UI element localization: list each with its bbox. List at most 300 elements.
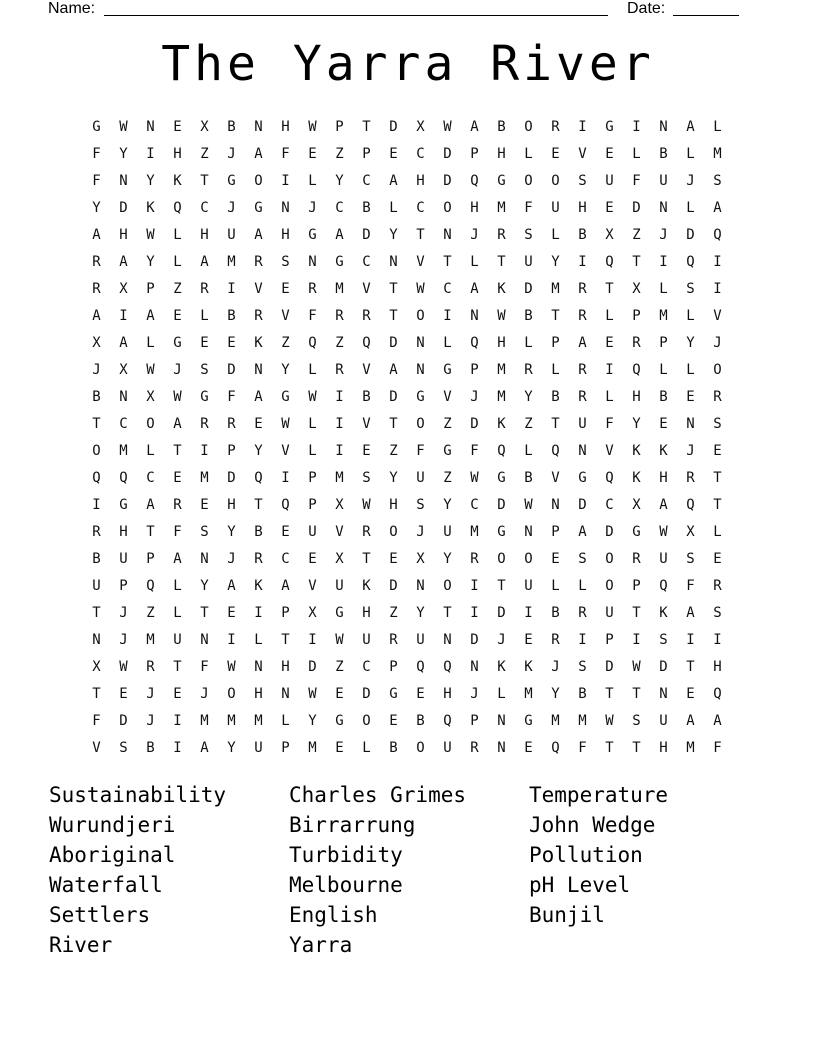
grid-cell[interactable]: S <box>659 631 668 648</box>
grid-cell[interactable]: O <box>362 712 371 729</box>
grid-cell[interactable]: U <box>416 631 425 648</box>
name-field-line[interactable] <box>104 15 608 16</box>
grid-cell[interactable]: H <box>389 496 398 513</box>
grid-cell[interactable]: J <box>227 145 236 162</box>
grid-cell[interactable]: B <box>92 550 101 567</box>
grid-cell[interactable]: B <box>551 388 560 405</box>
grid-cell[interactable]: V <box>551 469 560 486</box>
grid-cell[interactable]: P <box>308 469 317 486</box>
grid-cell[interactable]: Y <box>227 739 236 756</box>
grid-cell[interactable]: R <box>578 307 587 324</box>
grid-cell[interactable]: C <box>146 469 155 486</box>
grid-cell[interactable]: S <box>686 550 695 567</box>
grid-cell[interactable]: T <box>146 523 155 540</box>
grid-cell[interactable]: P <box>389 658 398 675</box>
grid-cell[interactable]: Z <box>200 145 209 162</box>
grid-cell[interactable]: M <box>335 469 344 486</box>
grid-cell[interactable]: N <box>659 685 668 702</box>
grid-cell[interactable]: V <box>416 253 425 270</box>
grid-cell[interactable]: N <box>659 199 668 216</box>
grid-cell[interactable]: I <box>686 631 695 648</box>
grid-cell[interactable]: T <box>416 226 425 243</box>
grid-cell[interactable]: L <box>308 415 317 432</box>
grid-cell[interactable]: N <box>146 118 155 135</box>
grid-cell[interactable]: N <box>92 631 101 648</box>
grid-cell[interactable]: E <box>659 415 668 432</box>
grid-cell[interactable]: B <box>362 388 371 405</box>
grid-cell[interactable]: U <box>551 199 560 216</box>
grid-cell[interactable]: T <box>200 604 209 621</box>
grid-cell[interactable]: R <box>551 118 560 135</box>
grid-cell[interactable]: A <box>92 226 101 243</box>
grid-cell[interactable]: E <box>524 631 533 648</box>
grid-cell[interactable]: H <box>497 145 506 162</box>
grid-cell[interactable]: D <box>443 145 452 162</box>
grid-cell[interactable]: C <box>470 496 479 513</box>
grid-cell[interactable]: L <box>659 280 668 297</box>
grid-cell[interactable]: M <box>146 631 155 648</box>
grid-cell[interactable]: C <box>200 199 209 216</box>
grid-cell[interactable]: D <box>389 334 398 351</box>
grid-cell[interactable]: L <box>200 307 209 324</box>
grid-cell[interactable]: O <box>92 442 101 459</box>
grid-cell[interactable]: A <box>659 496 668 513</box>
grid-cell[interactable]: W <box>497 307 506 324</box>
grid-cell[interactable]: I <box>470 604 479 621</box>
grid-cell[interactable]: R <box>200 280 209 297</box>
grid-cell[interactable]: T <box>632 739 641 756</box>
grid-cell[interactable]: R <box>578 388 587 405</box>
grid-cell[interactable]: K <box>632 442 641 459</box>
grid-cell[interactable]: L <box>713 523 722 540</box>
grid-cell[interactable]: D <box>497 496 506 513</box>
grid-cell[interactable]: L <box>524 442 533 459</box>
grid-cell[interactable]: L <box>308 442 317 459</box>
grid-cell[interactable]: D <box>470 631 479 648</box>
grid-cell[interactable]: X <box>632 280 641 297</box>
grid-cell[interactable]: R <box>92 253 101 270</box>
grid-cell[interactable]: L <box>173 604 182 621</box>
grid-cell[interactable]: G <box>443 361 452 378</box>
grid-cell[interactable]: T <box>713 469 722 486</box>
grid-cell[interactable]: Y <box>308 712 317 729</box>
grid-cell[interactable]: Z <box>173 280 182 297</box>
grid-cell[interactable]: D <box>605 523 614 540</box>
grid-cell[interactable]: U <box>416 469 425 486</box>
grid-cell[interactable]: O <box>605 550 614 567</box>
grid-cell[interactable]: U <box>524 577 533 594</box>
grid-cell[interactable]: G <box>119 496 128 513</box>
grid-cell[interactable]: K <box>497 280 506 297</box>
grid-cell[interactable]: R <box>551 631 560 648</box>
grid-cell[interactable]: B <box>551 604 560 621</box>
grid-cell[interactable]: A <box>578 334 587 351</box>
grid-cell[interactable]: Q <box>470 334 479 351</box>
grid-cell[interactable]: O <box>551 172 560 189</box>
grid-cell[interactable]: F <box>92 172 101 189</box>
grid-cell[interactable]: K <box>497 658 506 675</box>
grid-cell[interactable]: E <box>173 118 182 135</box>
grid-cell[interactable]: Q <box>470 172 479 189</box>
grid-cell[interactable]: Q <box>659 577 668 594</box>
grid-cell[interactable]: R <box>362 523 371 540</box>
grid-cell[interactable]: Q <box>146 577 155 594</box>
grid-cell[interactable]: G <box>497 523 506 540</box>
grid-cell[interactable]: U <box>308 523 317 540</box>
grid-cell[interactable]: X <box>119 361 128 378</box>
grid-cell[interactable]: B <box>227 307 236 324</box>
grid-cell[interactable]: A <box>146 496 155 513</box>
grid-cell[interactable]: M <box>200 469 209 486</box>
grid-cell[interactable]: B <box>389 739 398 756</box>
grid-cell[interactable]: T <box>173 658 182 675</box>
grid-cell[interactable]: A <box>335 226 344 243</box>
grid-cell[interactable]: S <box>713 415 722 432</box>
grid-cell[interactable]: I <box>659 253 668 270</box>
grid-cell[interactable]: S <box>281 253 290 270</box>
grid-cell[interactable]: U <box>173 631 182 648</box>
grid-cell[interactable]: J <box>416 523 425 540</box>
grid-cell[interactable]: E <box>416 685 425 702</box>
grid-cell[interactable]: Q <box>416 658 425 675</box>
grid-cell[interactable]: F <box>308 307 317 324</box>
grid-cell[interactable]: B <box>254 523 263 540</box>
grid-cell[interactable]: F <box>200 658 209 675</box>
grid-cell[interactable]: R <box>470 550 479 567</box>
grid-cell[interactable]: X <box>308 604 317 621</box>
grid-cell[interactable]: A <box>146 307 155 324</box>
grid-cell[interactable]: I <box>524 604 533 621</box>
grid-cell[interactable]: F <box>686 577 695 594</box>
grid-cell[interactable]: G <box>92 118 101 135</box>
grid-cell[interactable]: L <box>470 253 479 270</box>
grid-cell[interactable]: H <box>416 172 425 189</box>
grid-cell[interactable]: T <box>497 577 506 594</box>
grid-cell[interactable]: R <box>578 280 587 297</box>
grid-cell[interactable]: W <box>146 226 155 243</box>
grid-cell[interactable]: X <box>686 523 695 540</box>
grid-cell[interactable]: L <box>551 577 560 594</box>
grid-cell[interactable]: I <box>632 118 641 135</box>
grid-cell[interactable]: U <box>659 172 668 189</box>
grid-cell[interactable]: I <box>173 712 182 729</box>
grid-cell[interactable]: F <box>173 523 182 540</box>
grid-cell[interactable]: M <box>254 712 263 729</box>
grid-cell[interactable]: T <box>497 253 506 270</box>
grid-cell[interactable]: G <box>605 118 614 135</box>
grid-cell[interactable]: J <box>227 550 236 567</box>
grid-cell[interactable]: T <box>632 685 641 702</box>
grid-cell[interactable]: Q <box>686 253 695 270</box>
grid-cell[interactable]: W <box>281 415 290 432</box>
grid-cell[interactable]: C <box>362 172 371 189</box>
grid-cell[interactable]: X <box>92 334 101 351</box>
grid-cell[interactable]: H <box>119 523 128 540</box>
grid-cell[interactable]: A <box>200 253 209 270</box>
grid-cell[interactable]: O <box>524 172 533 189</box>
grid-cell[interactable]: G <box>227 172 236 189</box>
grid-cell[interactable]: R <box>335 361 344 378</box>
grid-cell[interactable]: I <box>470 577 479 594</box>
grid-cell[interactable]: A <box>713 712 722 729</box>
grid-cell[interactable]: Y <box>200 577 209 594</box>
grid-cell[interactable]: L <box>362 739 371 756</box>
grid-cell[interactable]: E <box>551 145 560 162</box>
grid-cell[interactable]: O <box>605 577 614 594</box>
grid-cell[interactable]: G <box>254 199 263 216</box>
grid-cell[interactable]: J <box>308 199 317 216</box>
grid-cell[interactable]: A <box>119 253 128 270</box>
grid-cell[interactable]: D <box>119 199 128 216</box>
grid-cell[interactable]: Q <box>119 469 128 486</box>
grid-cell[interactable]: H <box>227 496 236 513</box>
grid-cell[interactable]: N <box>281 685 290 702</box>
grid-cell[interactable]: Y <box>281 361 290 378</box>
grid-cell[interactable]: E <box>200 334 209 351</box>
grid-cell[interactable]: P <box>146 280 155 297</box>
grid-cell[interactable]: E <box>713 550 722 567</box>
grid-cell[interactable]: N <box>200 550 209 567</box>
grid-cell[interactable]: L <box>686 199 695 216</box>
grid-cell[interactable]: R <box>173 496 182 513</box>
grid-cell[interactable]: A <box>578 523 587 540</box>
grid-cell[interactable]: D <box>389 577 398 594</box>
grid-cell[interactable]: A <box>470 118 479 135</box>
grid-cell[interactable]: O <box>416 415 425 432</box>
grid-cell[interactable]: B <box>524 469 533 486</box>
grid-cell[interactable]: Z <box>335 334 344 351</box>
grid-cell[interactable]: F <box>524 199 533 216</box>
grid-cell[interactable]: O <box>416 739 425 756</box>
grid-cell[interactable]: S <box>416 496 425 513</box>
grid-cell[interactable]: S <box>713 172 722 189</box>
grid-cell[interactable]: L <box>659 361 668 378</box>
grid-cell[interactable]: N <box>578 442 587 459</box>
grid-cell[interactable]: T <box>686 658 695 675</box>
grid-cell[interactable]: B <box>416 712 425 729</box>
grid-cell[interactable]: A <box>281 577 290 594</box>
grid-cell[interactable]: D <box>659 658 668 675</box>
grid-cell[interactable]: G <box>524 712 533 729</box>
grid-cell[interactable]: E <box>389 550 398 567</box>
grid-cell[interactable]: M <box>227 253 236 270</box>
grid-cell[interactable]: V <box>308 577 317 594</box>
grid-cell[interactable]: T <box>389 307 398 324</box>
grid-cell[interactable]: L <box>173 226 182 243</box>
grid-cell[interactable]: U <box>119 550 128 567</box>
grid-cell[interactable]: Z <box>335 145 344 162</box>
grid-cell[interactable]: U <box>335 577 344 594</box>
grid-cell[interactable]: E <box>173 469 182 486</box>
grid-cell[interactable]: N <box>254 361 263 378</box>
grid-cell[interactable]: T <box>443 604 452 621</box>
grid-cell[interactable]: C <box>281 550 290 567</box>
grid-cell[interactable]: I <box>281 469 290 486</box>
grid-cell[interactable]: E <box>173 307 182 324</box>
grid-cell[interactable]: R <box>227 415 236 432</box>
grid-cell[interactable]: V <box>254 280 263 297</box>
grid-cell[interactable]: T <box>632 253 641 270</box>
grid-cell[interactable]: L <box>443 334 452 351</box>
grid-cell[interactable]: P <box>470 145 479 162</box>
grid-cell[interactable]: P <box>605 631 614 648</box>
grid-cell[interactable]: N <box>443 631 452 648</box>
grid-cell[interactable]: V <box>443 388 452 405</box>
grid-cell[interactable]: P <box>659 334 668 351</box>
grid-cell[interactable]: G <box>389 685 398 702</box>
grid-cell[interactable]: S <box>119 739 128 756</box>
grid-cell[interactable]: B <box>497 118 506 135</box>
grid-cell[interactable]: J <box>200 685 209 702</box>
grid-cell[interactable]: X <box>146 388 155 405</box>
grid-cell[interactable]: T <box>281 631 290 648</box>
grid-cell[interactable]: E <box>605 199 614 216</box>
grid-cell[interactable]: R <box>335 307 344 324</box>
grid-cell[interactable]: U <box>254 739 263 756</box>
grid-cell[interactable]: J <box>686 442 695 459</box>
grid-cell[interactable]: B <box>362 199 371 216</box>
grid-cell[interactable]: W <box>416 280 425 297</box>
grid-cell[interactable]: Y <box>146 253 155 270</box>
grid-cell[interactable]: H <box>470 199 479 216</box>
grid-cell[interactable]: V <box>335 523 344 540</box>
grid-cell[interactable]: J <box>470 226 479 243</box>
grid-cell[interactable]: I <box>200 442 209 459</box>
grid-cell[interactable]: D <box>605 658 614 675</box>
grid-cell[interactable]: B <box>578 685 587 702</box>
grid-cell[interactable]: M <box>119 442 128 459</box>
grid-cell[interactable]: E <box>389 145 398 162</box>
grid-cell[interactable]: W <box>173 388 182 405</box>
grid-cell[interactable]: G <box>335 712 344 729</box>
grid-cell[interactable]: P <box>227 442 236 459</box>
date-field-line[interactable] <box>673 15 739 16</box>
grid-cell[interactable]: Q <box>713 226 722 243</box>
grid-cell[interactable]: L <box>686 361 695 378</box>
grid-cell[interactable]: Q <box>254 469 263 486</box>
grid-cell[interactable]: M <box>200 712 209 729</box>
grid-cell[interactable]: R <box>254 550 263 567</box>
grid-cell[interactable]: K <box>146 199 155 216</box>
grid-cell[interactable]: G <box>497 469 506 486</box>
grid-cell[interactable]: M <box>686 739 695 756</box>
grid-cell[interactable]: I <box>578 118 587 135</box>
grid-cell[interactable]: Y <box>632 415 641 432</box>
grid-cell[interactable]: O <box>524 118 533 135</box>
grid-cell[interactable]: T <box>551 415 560 432</box>
grid-cell[interactable]: Q <box>686 496 695 513</box>
grid-cell[interactable]: J <box>713 334 722 351</box>
grid-cell[interactable]: C <box>605 496 614 513</box>
grid-cell[interactable]: T <box>551 307 560 324</box>
grid-cell[interactable]: X <box>416 550 425 567</box>
grid-cell[interactable]: I <box>713 280 722 297</box>
grid-cell[interactable]: H <box>119 226 128 243</box>
grid-cell[interactable]: S <box>524 226 533 243</box>
grid-cell[interactable]: H <box>254 685 263 702</box>
grid-cell[interactable]: H <box>173 145 182 162</box>
grid-cell[interactable]: Y <box>254 442 263 459</box>
grid-cell[interactable]: J <box>173 361 182 378</box>
grid-cell[interactable]: Q <box>308 334 317 351</box>
grid-cell[interactable]: W <box>443 118 452 135</box>
grid-cell[interactable]: P <box>551 334 560 351</box>
grid-cell[interactable]: F <box>578 739 587 756</box>
grid-cell[interactable]: P <box>146 550 155 567</box>
grid-cell[interactable]: K <box>524 658 533 675</box>
grid-cell[interactable]: P <box>281 739 290 756</box>
grid-cell[interactable]: B <box>524 307 533 324</box>
grid-cell[interactable]: O <box>227 685 236 702</box>
grid-cell[interactable]: H <box>281 658 290 675</box>
grid-cell[interactable]: T <box>92 415 101 432</box>
grid-cell[interactable]: L <box>254 631 263 648</box>
grid-cell[interactable]: I <box>335 442 344 459</box>
grid-cell[interactable]: O <box>713 361 722 378</box>
grid-cell[interactable]: H <box>497 334 506 351</box>
grid-cell[interactable]: T <box>605 739 614 756</box>
grid-cell[interactable]: M <box>551 280 560 297</box>
grid-cell[interactable]: Y <box>551 685 560 702</box>
grid-cell[interactable]: G <box>200 388 209 405</box>
grid-cell[interactable]: R <box>308 280 317 297</box>
grid-cell[interactable]: M <box>497 199 506 216</box>
grid-cell[interactable]: Z <box>335 658 344 675</box>
grid-cell[interactable]: T <box>92 685 101 702</box>
grid-cell[interactable]: M <box>524 685 533 702</box>
grid-cell[interactable]: S <box>362 469 371 486</box>
grid-cell[interactable]: T <box>254 496 263 513</box>
grid-cell[interactable]: M <box>551 712 560 729</box>
grid-cell[interactable]: E <box>686 685 695 702</box>
grid-cell[interactable]: I <box>605 361 614 378</box>
grid-cell[interactable]: F <box>605 415 614 432</box>
grid-cell[interactable]: E <box>362 442 371 459</box>
grid-cell[interactable]: G <box>308 226 317 243</box>
grid-cell[interactable]: Q <box>713 685 722 702</box>
grid-cell[interactable]: R <box>632 334 641 351</box>
grid-cell[interactable]: I <box>713 631 722 648</box>
grid-cell[interactable]: Y <box>416 604 425 621</box>
grid-cell[interactable]: Z <box>443 415 452 432</box>
grid-cell[interactable]: E <box>524 739 533 756</box>
grid-cell[interactable]: T <box>362 550 371 567</box>
grid-cell[interactable]: I <box>308 631 317 648</box>
grid-cell[interactable]: V <box>578 145 587 162</box>
grid-cell[interactable]: N <box>497 739 506 756</box>
grid-cell[interactable]: P <box>308 496 317 513</box>
grid-cell[interactable]: Q <box>605 253 614 270</box>
grid-cell[interactable]: A <box>173 550 182 567</box>
grid-cell[interactable]: J <box>659 226 668 243</box>
grid-cell[interactable]: T <box>713 496 722 513</box>
grid-cell[interactable]: F <box>92 145 101 162</box>
grid-cell[interactable]: B <box>578 226 587 243</box>
grid-cell[interactable]: O <box>497 550 506 567</box>
grid-cell[interactable]: D <box>389 118 398 135</box>
grid-cell[interactable]: S <box>578 550 587 567</box>
grid-cell[interactable]: P <box>632 307 641 324</box>
grid-cell[interactable]: V <box>362 280 371 297</box>
grid-cell[interactable]: Q <box>632 361 641 378</box>
grid-cell[interactable]: T <box>362 118 371 135</box>
grid-cell[interactable]: E <box>389 712 398 729</box>
grid-cell[interactable]: I <box>119 307 128 324</box>
grid-cell[interactable]: P <box>470 712 479 729</box>
grid-cell[interactable]: R <box>578 604 587 621</box>
grid-cell[interactable]: N <box>308 253 317 270</box>
grid-cell[interactable]: I <box>335 415 344 432</box>
